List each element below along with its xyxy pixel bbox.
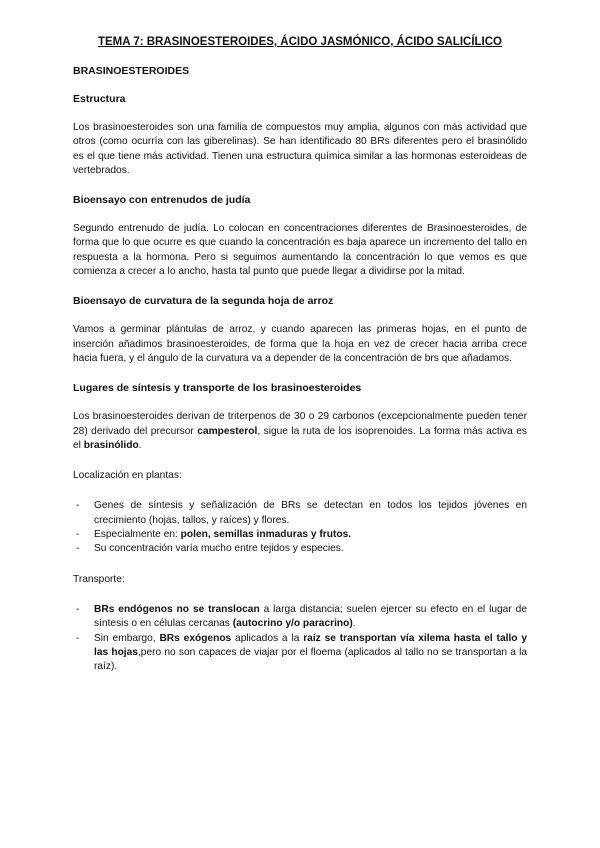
list-item-bold: BRs exógenos bbox=[159, 632, 232, 644]
document-page bbox=[73, 36, 527, 690]
list-item-bold: raíz se transportan vía xilema hasta el tallo y las hojas bbox=[94, 632, 527, 658]
label-transporte: Transporte: bbox=[73, 573, 125, 585]
list-item bbox=[73, 542, 527, 556]
text-segment: , sigue la ruta de los isoprenoides. La forma más activa es el bbox=[73, 425, 528, 451]
list-item-text: Sin embargo, bbox=[94, 632, 160, 644]
bold-campesterol: campesterol bbox=[197, 425, 258, 437]
paragraph-bioensayo-arroz: Vamos a germinar plántulas de arroz, y cuando aparecen las primeras hojas, en el punto de inserción añadimos brasinoesteroides, de forma que la hoja en vez de crecer hacia arriba crece hacia fuera, y el ángulo de la curvatura va a depender de la concentración de brs que añadamos. bbox=[73, 324, 527, 364]
dash-marker: - bbox=[76, 500, 80, 512]
list-item-text: a larga distancia; suelen ejercer su efecto en el lugar de síntesis o en células cercanas bbox=[94, 603, 527, 630]
list-item-text: . bbox=[352, 618, 356, 630]
heading-bioensayo-judia: Bioensayo con entrenudos de judía bbox=[73, 194, 251, 207]
paragraph-estructura: Los brasinoesteroides son una familia de compuestos muy amplia, algunos con más actividad que otros (como ocurría con las giberelinas). Se han identificado 80 BRs diferentes pero el brasinólido es el que tiene más actividad. Tienen una estructura química similar a las hormonas esteroideas de vertebrados. bbox=[73, 122, 527, 176]
list-item-bold: (autocrino y/o paracrino) bbox=[232, 618, 353, 630]
list-item-bold: BRs endógenos no se translocan bbox=[94, 603, 260, 615]
dash-marker: - bbox=[76, 632, 80, 644]
dash-marker: - bbox=[76, 603, 80, 615]
list-item-text: ,pero no son capaces de viajar por el floema (aplicados al tallo no se transportan a la raíz). bbox=[94, 646, 528, 673]
list-item bbox=[73, 528, 527, 542]
list-item-text: Genes de síntesis y señalización de BRs se detectan en todos los tejidos jóvenes en crecimiento (hojas, tallos, y raíces) y flores. bbox=[94, 500, 527, 526]
section-heading-brasinoesteroides: BRASINOESTEROIDES bbox=[73, 65, 190, 77]
dash-marker: - bbox=[76, 543, 80, 555]
bold-brasinolido: brasinólido bbox=[83, 439, 139, 451]
list-item-text: Especialmente en: bbox=[94, 529, 181, 541]
label-localizacion: Localización en plantas: bbox=[73, 470, 182, 482]
heading-bioensayo-arroz: Bioensayo de curvatura de la segunda hoja de arroz bbox=[73, 295, 334, 308]
document-title: TEMA 7: BRASINOESTEROIDES, ÁCIDO JASMÓNICO, ÁCIDO SALICÍLICO bbox=[97, 36, 503, 48]
list-localizacion bbox=[73, 499, 527, 556]
list-item-text: Su concentración varía mucho entre tejidos y especies. bbox=[94, 543, 344, 555]
list-item-text: aplicados a la bbox=[231, 632, 304, 644]
list-item bbox=[73, 632, 527, 675]
heading-lugares-sintesis: Lugares de síntesis y transporte de los brasinoesteroides bbox=[73, 382, 362, 395]
text-segment: Los brasinoesteroides derivan de triterpenos de 30 o 29 carbonos (excepcionalmente pueden tener 28) derivado del precursor bbox=[73, 411, 527, 437]
text-segment: . bbox=[138, 439, 142, 451]
heading-estructura: Estructura bbox=[73, 93, 126, 105]
list-item-bold: polen, semillas inmaduras y frutos. bbox=[180, 529, 352, 541]
paragraph-lugares-sintesis bbox=[73, 410, 527, 453]
list-item bbox=[73, 603, 527, 632]
list-item bbox=[73, 499, 527, 528]
dash-marker: - bbox=[76, 529, 80, 541]
list-transporte bbox=[73, 603, 527, 674]
paragraph-bioensayo-judia: Segundo entrenudo de judía. Lo colocan en concentraciones diferentes de Brasinoesteroides, de forma que lo que ocurre es que cuando la concentración es baja aparece un incremento del tallo en respuesta a la hormona. Pero si seguimos aumentando la concentración lo que vemos es que comienza a crecer a lo ancho, hasta tal punto que puede llegar a dividirse por la mitad. bbox=[73, 223, 527, 278]
